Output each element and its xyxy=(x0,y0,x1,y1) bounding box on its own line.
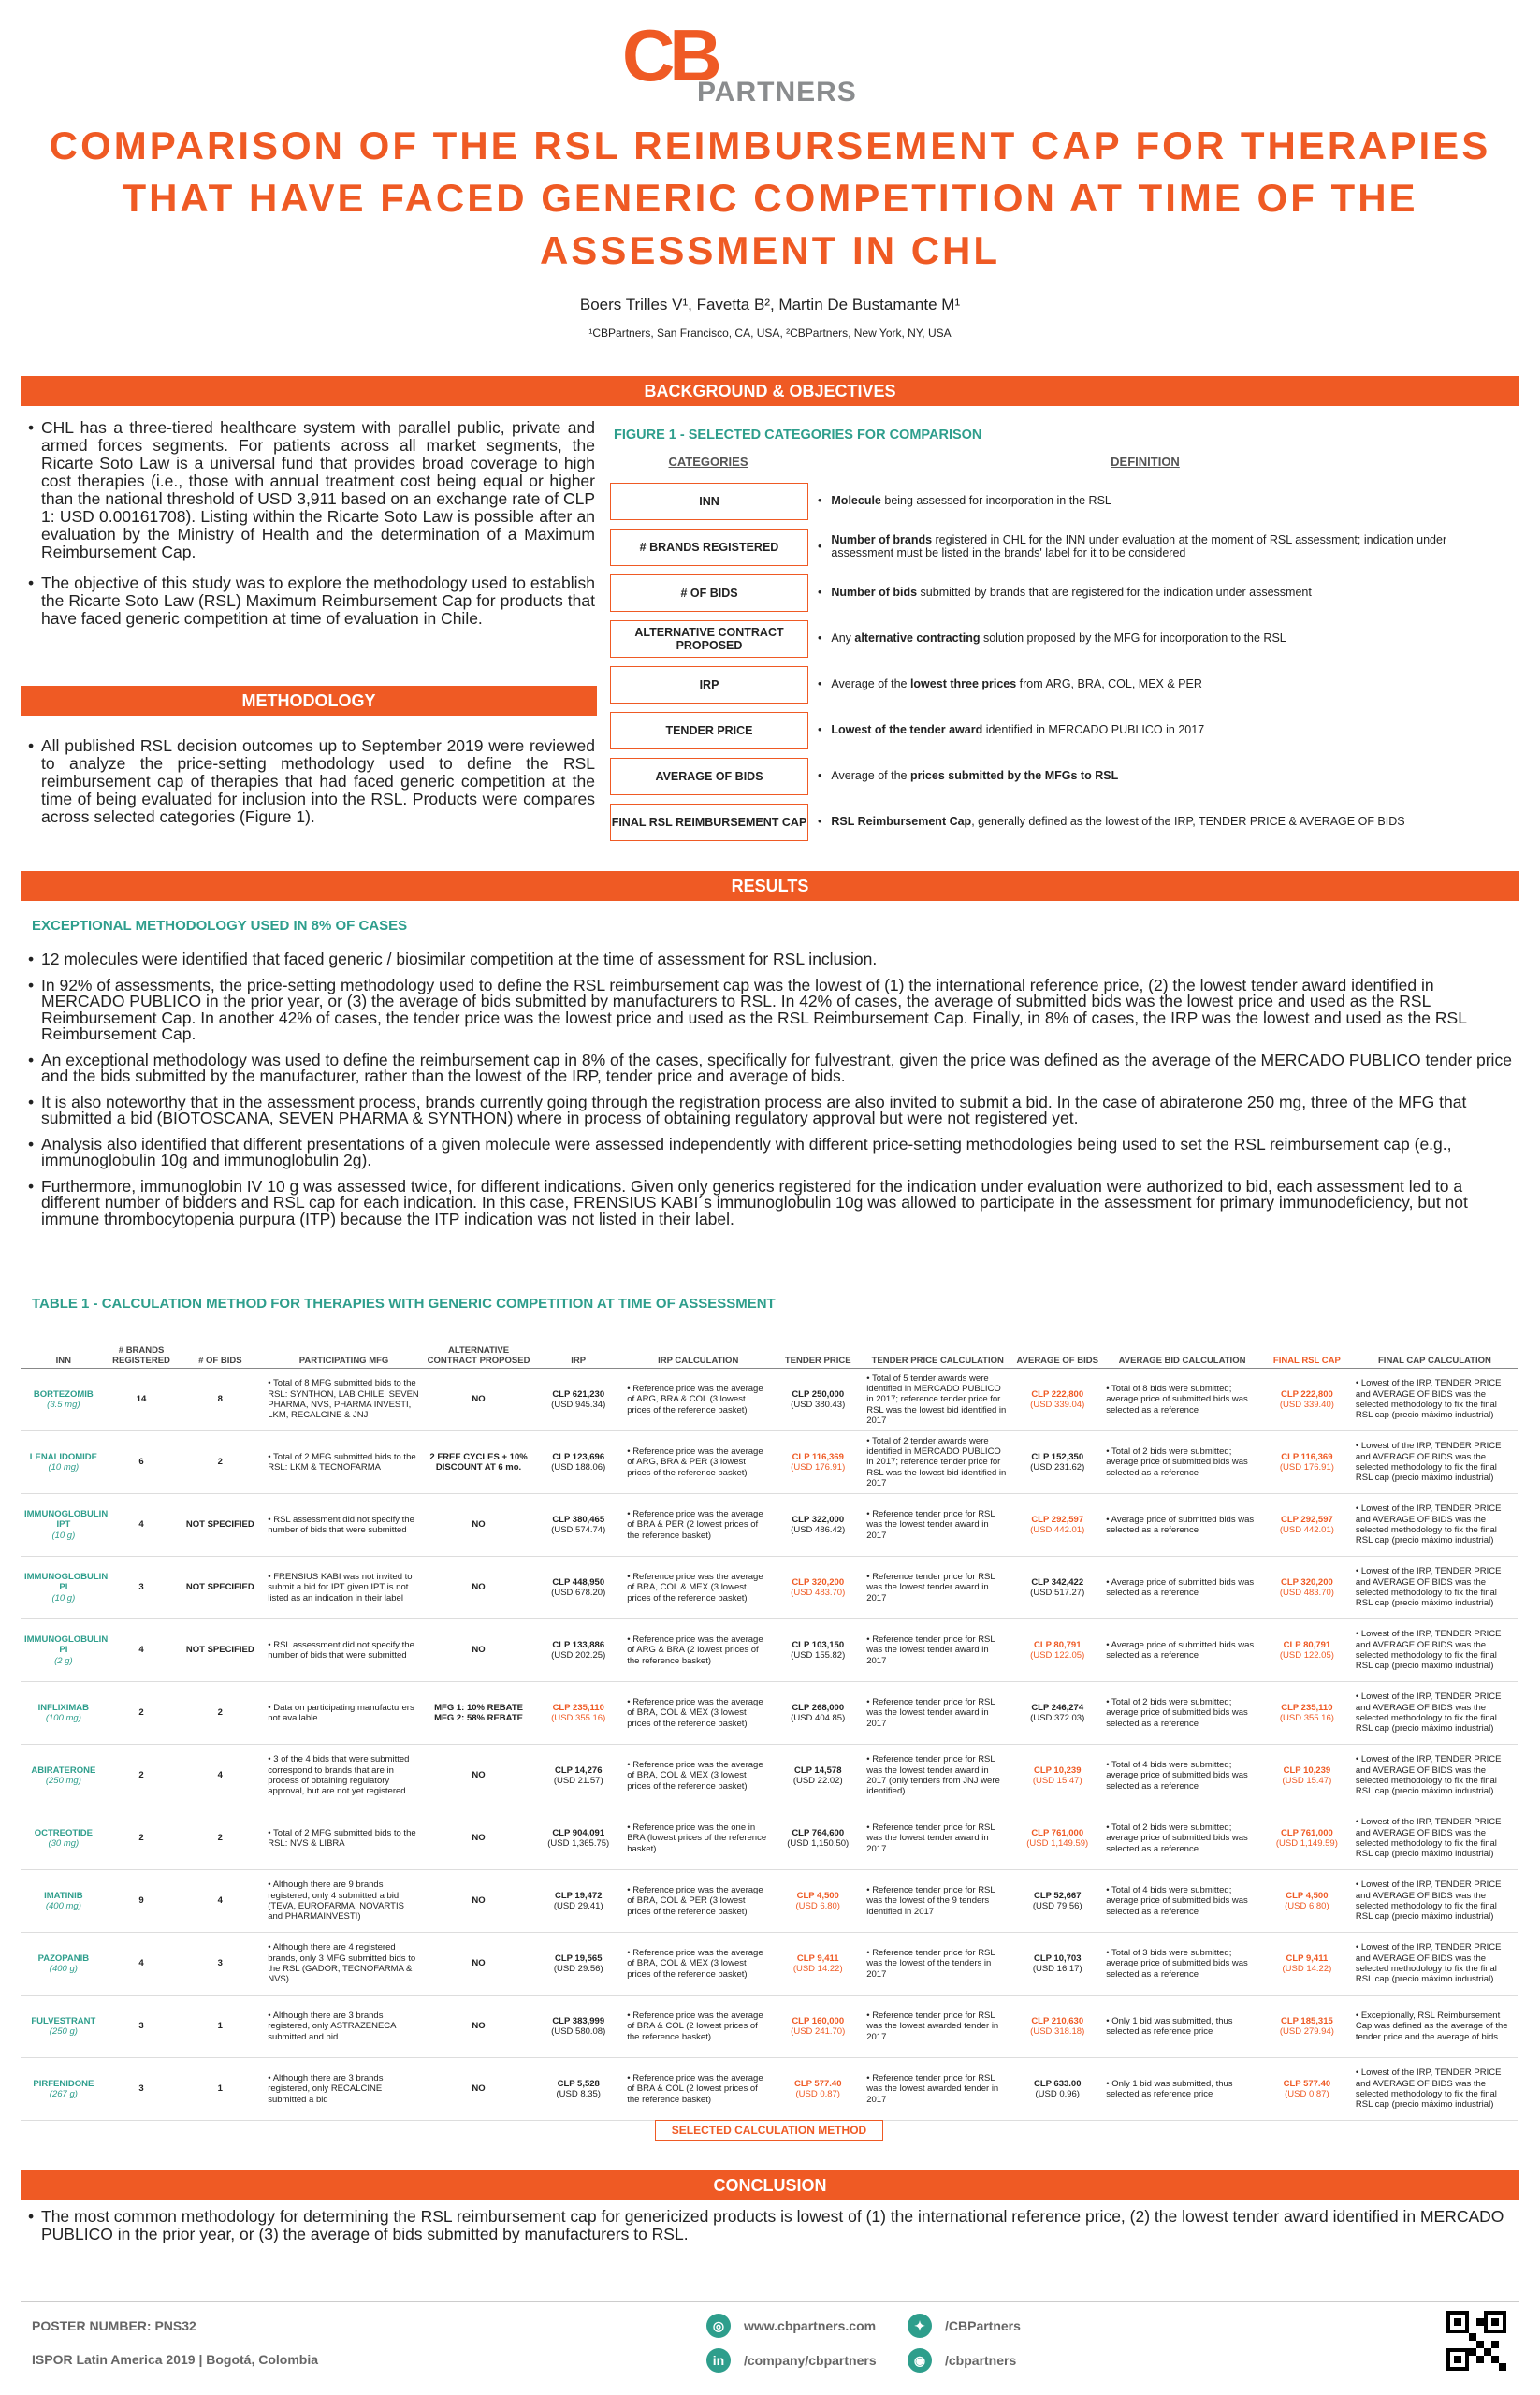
figure1-category: ALTERNATIVE CONTRACT PROPOSED xyxy=(610,620,808,658)
cell-tender: CLP 116,369 (USD 176.91) xyxy=(773,1431,863,1494)
cell-tender: CLP 250,000 (USD 380.43) xyxy=(773,1369,863,1431)
cell-average: CLP 633.00 (USD 0.96) xyxy=(1012,2058,1102,2121)
title-line-1: COMPARISON OF THE RSL REIMBURSEMENT CAP FOR THERAPIES xyxy=(49,123,1491,167)
results-bullet-6: • Furthermore, immunoglobin IV 10 g was assessed twice, for different indications. Given only generics registered for the indication under evaluation were authorized to bid, each assessment led to a different number of bidders and RSL cap for each indication. In this case, FRENSIUS KABI´s immunoglobulin 10g was allowed to participate in the assessment for primary immunodeficiency, but not immune thrombocytopenia purpura (ITP) because the ITP indication was not listed in their label. xyxy=(28,1179,1516,1228)
table-row xyxy=(21,1619,1518,1682)
table1-header: ALTERNATIVE CONTRACT PROPOSED xyxy=(424,1342,533,1369)
cell-mfg: • Although there are 4 registered brands, only 3 MFG submitted bids to the RSL (GADOR, TECNOFARMA & NVS) xyxy=(264,1933,424,1996)
figure1-category: IRP xyxy=(610,666,808,704)
table1-header: PARTICIPATING MFG xyxy=(264,1342,424,1369)
poster-number: POSTER NUMBER: PNS32 xyxy=(32,2318,196,2333)
table1-header: AVERAGE BID CALCULATION xyxy=(1102,1342,1262,1369)
results-bullet-2: • In 92% of assessments, the price-setting methodology used to define the RSL reimbursement cap was the lowest of (1) the international reference price, (2) the lowest tender award identified in MERCADO PUBLICO in the prior year, or (3) the average of bids submitted by manufacturers to RSL. In 42% of cases, the average of submitted bids was the lowest price and used as the RSL Reimbursement Cap. In another 42% of cases, the tender price was the lowest price and used as the RSL Reimbursement Cap. Finally, in 8% of cases, the IRP was the lowest and used as the RSL Reimbursement Cap. xyxy=(28,978,1516,1043)
figure1-row-alt xyxy=(610,620,1508,660)
cell-irp: CLP 621,230 (USD 945.34) xyxy=(533,1369,623,1431)
figure1-definition: • RSL Reimbursement Cap, generally defined as the lowest of the IRP, TENDER PRICE & AVERAGE OF BIDS xyxy=(818,815,1405,828)
cell-tender: CLP 14,578 (USD 22.02) xyxy=(773,1745,863,1807)
cell-final: CLP 235,110 (USD 355.16) xyxy=(1262,1682,1352,1745)
cell-alt-contract: NO xyxy=(424,1369,533,1431)
footer-linkedin[interactable]: /company/cbpartners xyxy=(744,2353,877,2368)
cell-final: CLP 761,000 (USD 1,149.59) xyxy=(1262,1807,1352,1870)
figure1-col-definition: DEFINITION xyxy=(1111,455,1180,469)
cell-brands: 2 xyxy=(107,1745,177,1807)
cell-final-calc: • Lowest of the IRP, TENDER PRICE and AVERAGE OF BIDS was the selected methodology to fix the final RSL cap (precio máximo industrial) xyxy=(1352,1369,1518,1431)
cell-tender: CLP 268,000 (USD 404.85) xyxy=(773,1682,863,1745)
cell-bids: NOT SPECIFIED xyxy=(176,1619,264,1682)
results-heading: RESULTS xyxy=(21,871,1519,901)
cell-irp: CLP 380,465 (USD 574.74) xyxy=(533,1494,623,1557)
cell-irp: CLP 235,110 (USD 355.16) xyxy=(533,1682,623,1745)
cell-brands: 4 xyxy=(107,1494,177,1557)
figure1-row-average xyxy=(610,758,1508,797)
cell-irp-calc: • Reference price was the average of ARG & BRA (2 lowest prices of the reference basket) xyxy=(623,1619,773,1682)
cell-alt-contract: NO xyxy=(424,1807,533,1870)
cell-avg-calc: • Total of 3 bids were submitted; average price of submitted bids was selected as a reference xyxy=(1102,1933,1262,1996)
cell-avg-calc: • Total of 4 bids were submitted; average price of submitted bids was selected as a reference xyxy=(1102,1745,1262,1807)
table1-header: # OF BIDS xyxy=(176,1342,264,1369)
cell-bids: 1 xyxy=(176,2058,264,2121)
cell-bids: 1 xyxy=(176,1996,264,2058)
cell-alt-contract: NO xyxy=(424,1557,533,1619)
cell-inn: BORTEZOMIB (3.5 mg) xyxy=(21,1369,107,1431)
cell-final-calc: • Lowest of the IRP, TENDER PRICE and AVERAGE OF BIDS was the selected methodology to fix the final RSL cap (precio máximo industrial) xyxy=(1352,2058,1518,2121)
figure1-category: # OF BIDS xyxy=(610,574,808,612)
cell-bids: NOT SPECIFIED xyxy=(176,1557,264,1619)
figure1-category: # BRANDS REGISTERED xyxy=(610,529,808,566)
cell-mfg: • Although there are 9 brands registered, only 4 submitted a bid (TEVA, EUROFARMA, NOVARTIS and PHARMAINVESTI) xyxy=(264,1870,424,1933)
table1-header: FINAL CAP CALCULATION xyxy=(1352,1342,1518,1369)
poster-title xyxy=(37,120,1503,277)
figure1-row-inn xyxy=(610,483,1508,522)
results-bullet-1: • 12 molecules were identified that faced generic / biosimilar competition at the time of assessment for RSL inclusion. xyxy=(28,951,1516,968)
cell-irp-calc: • Reference price was the average of BRA & COL (2 lowest prices of the reference basket) xyxy=(623,1996,773,2058)
cell-tender-calc: • Total of 2 tender awards were identified in MERCADO PUBLICO in 2017; reference tender price for RSL was the lowest bid identified in 2017 xyxy=(863,1431,1012,1494)
table-row xyxy=(21,1745,1518,1807)
cell-final-calc: • Exceptionally, RSL Reimbursement Cap was defined as the average of the tender price and the average of bids xyxy=(1352,1996,1518,2058)
cell-final: CLP 222,800 (USD 339.40) xyxy=(1262,1369,1352,1431)
cell-avg-calc: • Only 1 bid was submitted, thus selected as reference price xyxy=(1102,2058,1262,2121)
cell-bids: 2 xyxy=(176,1431,264,1494)
figure1-category: AVERAGE OF BIDS xyxy=(610,758,808,795)
cell-final-calc: • Lowest of the IRP, TENDER PRICE and AVERAGE OF BIDS was the selected methodology to fix the final RSL cap (precio máximo industrial) xyxy=(1352,1557,1518,1619)
cell-final: CLP 185,315 (USD 279.94) xyxy=(1262,1996,1352,2058)
cell-irp: CLP 19,565 (USD 29.56) xyxy=(533,1933,623,1996)
cell-avg-calc: • Total of 8 bids were submitted; average price of submitted bids was selected as a reference xyxy=(1102,1369,1262,1431)
table-row xyxy=(21,1682,1518,1745)
cell-irp: CLP 448,950 (USD 678.20) xyxy=(533,1557,623,1619)
figure1-category: FINAL RSL REIMBURSEMENT CAP xyxy=(610,804,808,841)
conference: ISPOR Latin America 2019 | Bogotá, Colombia xyxy=(32,2352,319,2367)
cell-brands: 14 xyxy=(107,1369,177,1431)
cell-avg-calc: • Total of 2 bids were submitted; average price of submitted bids was selected as a reference xyxy=(1102,1807,1262,1870)
logo-letters: CB xyxy=(622,14,717,96)
affiliations: ¹CBPartners, San Francisco, CA, USA, ²CBPartners, New York, NY, USA xyxy=(588,327,952,340)
linkedin-icon: in xyxy=(706,2348,731,2373)
table1-title: TABLE 1 - CALCULATION METHOD FOR THERAPIES WITH GENERIC COMPETITION AT TIME OF ASSESSMENT xyxy=(32,1296,776,1312)
figure1-category: INN xyxy=(610,483,808,520)
cell-tender-calc: • Reference tender price for RSL was the lowest awarded tender in 2017 xyxy=(863,1996,1012,2058)
cell-irp-calc: • Reference price was the average of BRA & PER (2 lowest prices of the reference basket) xyxy=(623,1494,773,1557)
cell-tender-calc: • Reference tender price for RSL was the lowest tender award in 2017 xyxy=(863,1619,1012,1682)
qr-code-icon xyxy=(1446,2311,1506,2371)
background-bullet-2: • The objective of this study was to explore the methodology used to establish the Ricarte Soto Law (RSL) Maximum Reimbursement Cap for products that have faced generic competition at time of evaluation in Chile. xyxy=(28,574,595,628)
cell-tender-calc: • Reference tender price for RSL was the lowest awarded tender in 2017 xyxy=(863,2058,1012,2121)
figure1-definition: • Molecule being assessed for incorporation in the RSL xyxy=(818,494,1111,507)
cell-mfg: • FRENSIUS KABI was not invited to submit a bid for IPT given IPT is not listed as an indication in their label xyxy=(264,1557,424,1619)
cell-alt-contract: NO xyxy=(424,1933,533,1996)
figure1-col-categories: CATEGORIES xyxy=(668,455,748,469)
figure1-definition: • Lowest of the tender award identified in MERCADO PUBLICO in 2017 xyxy=(818,723,1205,736)
table1-header: INN xyxy=(21,1342,107,1369)
cell-bids: 4 xyxy=(176,1745,264,1807)
figure1-definition: • Any alternative contracting solution proposed by the MFG for incorporation to the RSL xyxy=(818,631,1286,645)
logo-word: PARTNERS xyxy=(697,77,857,108)
figure1-row-bids xyxy=(610,574,1508,614)
cell-brands: 3 xyxy=(107,2058,177,2121)
table1-header-final: FINAL RSL CAP xyxy=(1262,1342,1352,1369)
cell-tender: CLP 9,411 (USD 14.22) xyxy=(773,1933,863,1996)
figure1-row-final xyxy=(610,804,1508,843)
footer-twitter[interactable]: /CBPartners xyxy=(945,2318,1021,2333)
cell-tender-calc: • Reference tender price for RSL was the lowest tender award in 2017 xyxy=(863,1557,1012,1619)
figure1-definition: • Number of brands registered in CHL for the INN under evaluation at the moment of RSL assessment; indication under assessment must be listed in the brands' label for it to be considered xyxy=(818,533,1447,559)
cell-tender: CLP 320,200 (USD 483.70) xyxy=(773,1557,863,1619)
cell-brands: 9 xyxy=(107,1870,177,1933)
cell-alt-contract: NO xyxy=(424,1996,533,2058)
cell-alt-contract: MFG 1: 10% REBATE MFG 2: 58% REBATE xyxy=(424,1682,533,1745)
cell-final-calc: • Lowest of the IRP, TENDER PRICE and AVERAGE OF BIDS was the selected methodology to fix the final RSL cap (precio máximo industrial) xyxy=(1352,1682,1518,1745)
figure1-row-brands xyxy=(610,529,1508,568)
cell-mfg: • Although there are 3 brands registered, only RECALCINE submitted a bid xyxy=(264,2058,424,2121)
title-line-2: THAT HAVE FACED GENERIC COMPETITION AT TIME OF THE xyxy=(122,176,1418,220)
methodology-list xyxy=(28,737,595,832)
cell-inn: INFLIXIMAB (100 mg) xyxy=(21,1682,107,1745)
table1-header-row xyxy=(21,1342,1518,1369)
logo xyxy=(622,14,903,112)
table-row xyxy=(21,1557,1518,1619)
cell-irp-calc: • Reference price was the average of ARG, BRA & COL (3 lowest prices of the reference basket) xyxy=(623,1369,773,1431)
cell-average: CLP 342,422 (USD 517.27) xyxy=(1012,1557,1102,1619)
cell-irp: CLP 5,528 (USD 8.35) xyxy=(533,2058,623,2121)
cell-irp-calc: • Reference price was the average of BRA, COL & MEX (3 lowest prices of the reference basket) xyxy=(623,1682,773,1745)
cell-tender: CLP 577.40 (USD 0.87) xyxy=(773,2058,863,2121)
globe-icon: ◎ xyxy=(706,2314,731,2338)
cell-tender-calc: • Reference tender price for RSL was the lowest of the tenders in 2017 xyxy=(863,1933,1012,1996)
cell-average: CLP 52,667 (USD 79.56) xyxy=(1012,1870,1102,1933)
cell-avg-calc: • Only 1 bid was submitted, thus selected as reference price xyxy=(1102,1996,1262,2058)
cell-brands: 3 xyxy=(107,1557,177,1619)
results-bullet-3: • An exceptional methodology was used to define the reimbursement cap in 8% of the cases, specifically for fulvestrant, given the price was defined as the average of the MERCADO PUBLICO tender price and the bids submitted by the manufacturer, rather than the lowest of the IRP, tender price and average of bids. xyxy=(28,1052,1516,1085)
cell-mfg: • Total of 8 MFG submitted bids to the RSL: SYNTHON, LAB CHILE, SEVEN PHARMA, NVS, PHARMA INVESTI, LKM, RECALCINE & JNJ xyxy=(264,1369,424,1431)
cell-bids: NOT SPECIFIED xyxy=(176,1494,264,1557)
cell-average: CLP 761,000 (USD 1,149.59) xyxy=(1012,1807,1102,1870)
cell-irp: CLP 14,276 (USD 21.57) xyxy=(533,1745,623,1807)
table-row xyxy=(21,1431,1518,1494)
cell-irp-calc: • Reference price was the average of BRA, COL & MEX (3 lowest prices of the reference basket) xyxy=(623,1745,773,1807)
cell-bids: 8 xyxy=(176,1369,264,1431)
cell-mfg: • Total of 2 MFG submitted bids to the RSL: NVS & LIBRA xyxy=(264,1807,424,1870)
table1-header: AVERAGE OF BIDS xyxy=(1012,1342,1102,1369)
cell-mfg: • Although there are 3 brands registered, only ASTRAZENECA submitted and bid xyxy=(264,1996,424,2058)
cell-inn: PIRFENIDONE (267 g) xyxy=(21,2058,107,2121)
cell-irp-calc: • Reference price was the one in BRA (lowest prices of the reference basket) xyxy=(623,1807,773,1870)
conclusion-list xyxy=(28,2208,1516,2249)
cell-irp-calc: • Reference price was the average of BRA, COL & MEX (3 lowest prices of the reference basket) xyxy=(623,1933,773,1996)
cell-final: CLP 116,369 (USD 176.91) xyxy=(1262,1431,1352,1494)
cell-average: CLP 80,791 (USD 122.05) xyxy=(1012,1619,1102,1682)
cell-final-calc: • Lowest of the IRP, TENDER PRICE and AVERAGE OF BIDS was the selected methodology to fix the final RSL cap (precio máximo industrial) xyxy=(1352,1431,1518,1494)
cell-tender: CLP 4,500 (USD 6.80) xyxy=(773,1870,863,1933)
cell-final: CLP 9,411 (USD 14.22) xyxy=(1262,1933,1352,1996)
cell-final: CLP 292,597 (USD 442.01) xyxy=(1262,1494,1352,1557)
cell-final: CLP 320,200 (USD 483.70) xyxy=(1262,1557,1352,1619)
cell-tender-calc: • Reference tender price for RSL was the lowest tender award in 2017 xyxy=(863,1494,1012,1557)
cell-inn: LENALIDOMIDE (10 mg) xyxy=(21,1431,107,1494)
cell-alt-contract: NO xyxy=(424,1494,533,1557)
table1-header: IRP CALCULATION xyxy=(623,1342,773,1369)
cell-bids: 3 xyxy=(176,1933,264,1996)
cell-alt-contract: 2 FREE CYCLES + 10% DISCOUNT AT 6 mo. xyxy=(424,1431,533,1494)
cell-avg-calc: • Average price of submitted bids was selected as a reference xyxy=(1102,1557,1262,1619)
cell-average: CLP 246,274 (USD 372.03) xyxy=(1012,1682,1102,1745)
footer-web[interactable]: www.cbpartners.com xyxy=(744,2318,877,2333)
figure1-definition: • Average of the lowest three prices from ARG, BRA, COL, MEX & PER xyxy=(818,677,1202,690)
cell-tender: CLP 322,000 (USD 486.42) xyxy=(773,1494,863,1557)
cell-tender-calc: • Reference tender price for RSL was the lowest tender award in 2017 (only tenders from JNJ were identified) xyxy=(863,1745,1012,1807)
twitter-icon: ✦ xyxy=(908,2314,932,2338)
cell-final-calc: • Lowest of the IRP, TENDER PRICE and AVERAGE OF BIDS was the selected methodology to fix the final RSL cap (precio máximo industrial) xyxy=(1352,1870,1518,1933)
cell-inn: ABIRATERONE (250 mg) xyxy=(21,1745,107,1807)
table1-legend: SELECTED CALCULATION METHOD xyxy=(655,2120,883,2141)
footer-divider xyxy=(21,2301,1519,2302)
cell-inn: IMMUNOGLOBULIN PI (2 g) xyxy=(21,1619,107,1682)
cell-alt-contract: NO xyxy=(424,1619,533,1682)
cell-brands: 3 xyxy=(107,1996,177,2058)
cell-tender: CLP 103,150 (USD 155.82) xyxy=(773,1619,863,1682)
table-row xyxy=(21,1870,1518,1933)
figure1-category: TENDER PRICE xyxy=(610,712,808,749)
figure1-definition: • Number of bids submitted by brands that are registered for the indication under assessment xyxy=(818,586,1312,599)
table1-body xyxy=(21,1369,1518,2121)
table-row xyxy=(21,1494,1518,1557)
cell-mfg: • RSL assessment did not specify the number of bids that were submitted xyxy=(264,1619,424,1682)
cell-alt-contract: NO xyxy=(424,1870,533,1933)
cell-final-calc: • Lowest of the IRP, TENDER PRICE and AVERAGE OF BIDS was the selected methodology to fix the final RSL cap (precio máximo industrial) xyxy=(1352,1745,1518,1807)
cell-average: CLP 152,350 (USD 231.62) xyxy=(1012,1431,1102,1494)
cell-final-calc: • Lowest of the IRP, TENDER PRICE and AVERAGE OF BIDS was the selected methodology to fix the final RSL cap (precio máximo industrial) xyxy=(1352,1494,1518,1557)
figure1-definition: • Average of the prices submitted by the MFGs to RSL xyxy=(818,769,1119,782)
table-row xyxy=(21,2058,1518,2121)
footer-instagram[interactable]: /cbpartners xyxy=(945,2353,1017,2368)
cell-mfg: • 3 of the 4 bids that were submitted correspond to brands that are in process of obtaining regulatory approval, but are not yet registered xyxy=(264,1745,424,1807)
cell-average: CLP 10,239 (USD 15.47) xyxy=(1012,1745,1102,1807)
cell-average: CLP 210,630 (USD 318.18) xyxy=(1012,1996,1102,2058)
cell-bids: 2 xyxy=(176,1682,264,1745)
background-heading: BACKGROUND & OBJECTIVES xyxy=(21,376,1519,406)
cell-final: CLP 577.40 (USD 0.87) xyxy=(1262,2058,1352,2121)
cell-inn: OCTREOTIDE (30 mg) xyxy=(21,1807,107,1870)
cell-tender-calc: • Reference tender price for RSL was the lowest tender award in 2017 xyxy=(863,1807,1012,1870)
results-list xyxy=(28,951,1516,1233)
cell-irp: CLP 383,999 (USD 580.08) xyxy=(533,1996,623,2058)
cell-irp: CLP 133,886 (USD 202.25) xyxy=(533,1619,623,1682)
cell-irp-calc: • Reference price was the average of BRA, COL & PER (3 lowest prices of the reference basket) xyxy=(623,1870,773,1933)
table-row xyxy=(21,1807,1518,1870)
cell-mfg: • RSL assessment did not specify the number of bids that were submitted xyxy=(264,1494,424,1557)
cell-irp: CLP 123,696 (USD 188.06) xyxy=(533,1431,623,1494)
cell-alt-contract: NO xyxy=(424,2058,533,2121)
conclusion-bullet-1: • The most common methodology for determining the RSL reimbursement cap for genericized products is lowest of (1) the international reference price, (2) the lowest tender award identified in MERCADO PUBLICO in the prior year, or (3) the average of bids submitted by manufacturers to RSL. xyxy=(28,2208,1516,2243)
table1-header: # BRANDS REGISTERED xyxy=(107,1342,177,1369)
cell-inn: FULVESTRANT (250 g) xyxy=(21,1996,107,2058)
cell-tender-calc: • Total of 5 tender awards were identified in MERCADO PUBLICO in 2017; reference tender price for RSL was the lowest bid identified in 2017 xyxy=(863,1369,1012,1431)
cell-tender: CLP 764,600 (USD 1,150.50) xyxy=(773,1807,863,1870)
cell-irp-calc: • Reference price was the average of BRA, COL & MEX (3 lowest prices of the reference basket) xyxy=(623,1557,773,1619)
table1-header: TENDER PRICE CALCULATION xyxy=(863,1342,1012,1369)
cell-tender-calc: • Reference tender price for RSL was the lowest of the 9 tenders identified in 2017 xyxy=(863,1870,1012,1933)
cell-avg-calc: • Total of 4 bids were submitted; average price of submitted bids was selected as a reference xyxy=(1102,1870,1262,1933)
cell-brands: 2 xyxy=(107,1807,177,1870)
title-line-3: ASSESSMENT IN CHL xyxy=(539,228,1001,272)
cell-inn: IMMUNOGLOBULIN PI (10 g) xyxy=(21,1557,107,1619)
background-bullet-1: • CHL has a three-tiered healthcare system with parallel public, private and armed forces segments. For patients across all market segments, the Ricarte Soto Law is a universal fund that provides broad coverage to high cost therapies (i.e., those with annual treatment cost being equal or higher than the national threshold of USD 3,911 based on an exchange rate of CLP 1: USD 0.00161708). Listing within the Ricarte Soto Law is possible after an evaluation by the Ministry of Health and the determination of a Maximum Reimbursement Cap. xyxy=(28,419,595,561)
instagram-icon: ◉ xyxy=(908,2348,932,2373)
table1-header: IRP xyxy=(533,1342,623,1369)
cell-tender: CLP 160,000 (USD 241.70) xyxy=(773,1996,863,2058)
cell-average: CLP 10,703 (USD 16.17) xyxy=(1012,1933,1102,1996)
cell-avg-calc: • Total of 2 bids were submitted; average price of submitted bids was selected as a reference xyxy=(1102,1431,1262,1494)
results-bullet-5: • Analysis also identified that different presentations of a given molecule were assessed independently with different price-setting methodologies being used to set the RSL reimbursement cap (e.g., immunoglobulin 10g and immunoglobulin 2g). xyxy=(28,1137,1516,1169)
table1 xyxy=(21,1342,1518,2121)
results-subheading: EXCEPTIONAL METHODOLOGY USED IN 8% OF CASES xyxy=(32,918,408,934)
cell-average: CLP 292,597 (USD 442.01) xyxy=(1012,1494,1102,1557)
figure1-title: FIGURE 1 - SELECTED CATEGORIES FOR COMPARISON xyxy=(614,428,982,443)
table1-header: TENDER PRICE xyxy=(773,1342,863,1369)
methodology-heading: METHODOLOGY xyxy=(21,686,597,716)
cell-tender-calc: • Reference tender price for RSL was the lowest tender award in 2017 xyxy=(863,1682,1012,1745)
cell-irp-calc: • Reference price was the average of ARG, BRA & PER (3 lowest prices of the reference basket) xyxy=(623,1431,773,1494)
authors: Boers Trilles V¹, Favetta B², Martin De Bustamante M¹ xyxy=(579,296,961,313)
cell-bids: 4 xyxy=(176,1870,264,1933)
cell-inn: PAZOPANIB (400 g) xyxy=(21,1933,107,1996)
cell-inn: IMMUNOGLOBULIN IPT (10 g) xyxy=(21,1494,107,1557)
cell-final-calc: • Lowest of the IRP, TENDER PRICE and AVERAGE OF BIDS was the selected methodology to fix the final RSL cap (precio máximo industrial) xyxy=(1352,1807,1518,1870)
cell-brands: 4 xyxy=(107,1933,177,1996)
cell-mfg: • Data on participating manufacturers not available xyxy=(264,1682,424,1745)
cell-final: CLP 10,239 (USD 15.47) xyxy=(1262,1745,1352,1807)
cell-final: CLP 80,791 (USD 122.05) xyxy=(1262,1619,1352,1682)
figure1-row-tender xyxy=(610,712,1508,751)
cell-avg-calc: • Average price of submitted bids was selected as a reference xyxy=(1102,1619,1262,1682)
cell-avg-calc: • Total of 2 bids were submitted; average price of submitted bids was selected as a reference xyxy=(1102,1682,1262,1745)
cell-brands: 2 xyxy=(107,1682,177,1745)
cell-alt-contract: NO xyxy=(424,1745,533,1807)
cell-mfg: • Total of 2 MFG submitted bids to the RSL: LKM & TECNOFARMA xyxy=(264,1431,424,1494)
figure1-row-irp xyxy=(610,666,1508,705)
cell-final-calc: • Lowest of the IRP, TENDER PRICE and AVERAGE OF BIDS was the selected methodology to fix the final RSL cap (precio máximo industrial) xyxy=(1352,1619,1518,1682)
background-list xyxy=(28,419,595,633)
cell-brands: 6 xyxy=(107,1431,177,1494)
cell-avg-calc: • Average price of submitted bids was selected as a reference xyxy=(1102,1494,1262,1557)
table-row xyxy=(21,1369,1518,1431)
methodology-bullet-1: • All published RSL decision outcomes up to September 2019 were reviewed to analyze the price-setting methodology used to define the RSL reimbursement cap of therapies that had faced generic competition at the time of being evaluated for inclusion into the RSL. Products were compares across selected categories (Figure 1). xyxy=(28,737,595,826)
cell-inn: IMATINIB (400 mg) xyxy=(21,1870,107,1933)
table-row xyxy=(21,1933,1518,1996)
cell-final-calc: • Lowest of the IRP, TENDER PRICE and AVERAGE OF BIDS was the selected methodology to fix the final RSL cap (precio máximo industrial) xyxy=(1352,1933,1518,1996)
cell-final: CLP 4,500 (USD 6.80) xyxy=(1262,1870,1352,1933)
cell-irp-calc: • Reference price was the average of BRA & COL (2 lowest prices of the reference basket) xyxy=(623,2058,773,2121)
table-row xyxy=(21,1996,1518,2058)
cell-bids: 2 xyxy=(176,1807,264,1870)
cell-average: CLP 222,800 (USD 339.04) xyxy=(1012,1369,1102,1431)
cell-irp: CLP 19,472 (USD 29.41) xyxy=(533,1870,623,1933)
results-bullet-4: • It is also noteworthy that in the assessment process, brands currently going through the registration process are also invited to submit a bid. In the case of abiraterone 250 mg, three of the MFG that submitted a bid (BIOTOSCANA, SEVEN PHARMA & SYNTHON) where in process of obtaining regulatory approval but were not registered yet. xyxy=(28,1095,1516,1127)
cell-brands: 4 xyxy=(107,1619,177,1682)
cell-irp: CLP 904,091 (USD 1,365.75) xyxy=(533,1807,623,1870)
conclusion-heading: CONCLUSION xyxy=(21,2170,1519,2200)
